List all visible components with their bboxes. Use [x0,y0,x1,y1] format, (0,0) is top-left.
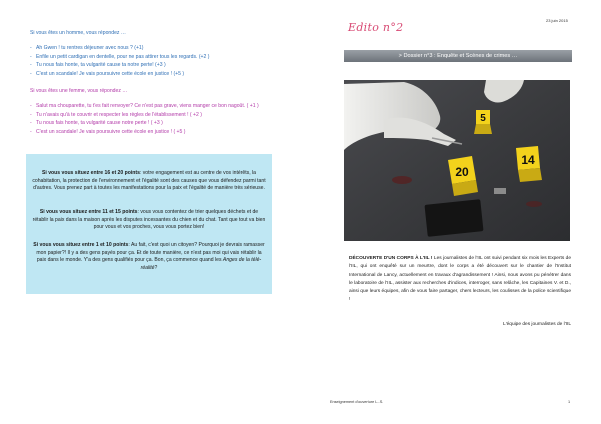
quiz-men-title: Si vous êtes un homme, vous répondez … [30,30,126,36]
article-signature: L'équipe des journalistes de l'IIL [503,322,571,327]
result-body: : vous vous contentez de trier quelques déchets et de rétablir la paix dans la maison après les disputes incessantes du chien et du chat. Tant que tout va bien pour vous et vos proches, vous vous portez bien! [32,209,266,231]
crime-scene-photo [344,80,570,241]
evidence-wallet [424,199,483,237]
evidence-marker-14 [516,146,542,182]
quiz-men-list [30,44,288,78]
stain [392,176,412,184]
quiz-men-answer: - Enfile un petit cardigan en dentelle, pour ne pas attirer tous les regards. (+2 ) [30,53,288,61]
crime-scene-illustration [344,80,570,241]
article-lead: DÉCOUVERTE D'UN CORPS À L'IIL ! [349,256,433,261]
page-number: 1 [568,400,571,404]
quiz-women-block [30,87,288,136]
result-italic-title: Anges de la télé-réalité [140,257,262,271]
quiz-women-answer: - C'est un scandale! Je vais poursuivre cette école en justice ! ( +5 ) [30,128,288,136]
quiz-women-answer: - Salut ma chouparette, tu t'es fait renvoyer? Ce n'est pas grave, viens manger ce bon nagoût. ( +1 ) [30,102,288,110]
result-lead: Si vous vous situez entre 11 et 15 points [39,209,138,215]
result-lead: Si vous vous situez entre 1 et 10 points [33,242,129,248]
stain [526,201,542,207]
quiz-men-answer: - Ah Gwen ! tu rentres déjeuner avec nous ? (+1) [30,44,288,52]
quiz-women-answer: - Tu n'avais qu'à te couvrir et respecter les règles de l'établissement ! ( +2 ) [30,111,288,119]
quiz-men-answer: - C'est un scandale! Je vais poursuivre cette école en justice ! (+5 ) [30,70,288,78]
quiz-women-answer: - Tu nous fais honte, ta vulgarité cause notre perte ! ( +3 ) [30,119,288,127]
evidence-marker-5 [474,110,492,134]
issue-date: 23 juin 2015 [546,18,568,23]
result-body: : Au fait, c'est quoi un citoyen? Pourquoi je devrais ramasser mon papier?! Il y a des gens payés pour ça. Et de toute manière, ce n'est pas moi qui vais rétablir la paix dans le monde. Y'a des gens qualifiés pour ça. Bon, ça commence quand les [36,242,265,264]
quiz-women-list [30,102,288,136]
result-16-20 [32,170,266,193]
dossier-banner: > Dossier n°3 : Enquête et Scènes de crimes … [344,50,572,62]
article-body: Les journalistes de l'IIL ont suivi pendant six mois les Experts de l'IIL, qui ont enquêté sur un meurtre, dont le corps a été découvert sur le chantier de l'Institut International de Lancy, actuellement en travaux d'agrandissement ! Ainsi, nous avons pu pénétrer dans le laboratoire de l'IIL, assister aux recherches d'indices, interroger, sans relâche, les Capitaines V. et D., ainsi que leurs équipes, afin de vous faire partager, chers lecteurs, les coulisses de la police scientifique ! [349,256,571,303]
quiz-men-block [30,29,288,78]
result-11-15 [32,209,266,232]
result-1-10 [32,242,266,272]
marker-label: 14 [521,153,535,167]
result-end: ? [154,264,158,271]
quiz-men-answer: - Tu nous fais honte, ta vulgarité cause ta notre perte! (+3 ) [30,61,288,69]
footer-course: Enseignement d'ouverture L.-S. [330,400,384,404]
article-text [349,255,571,305]
result-lead: Si vous vous situez entre 16 et 20 points [41,170,140,176]
evidence-object [494,188,506,194]
edito-title: Edito n°2 [348,21,404,34]
quiz-women-title: Si vous êtes une femme, vous répondez … [30,88,128,94]
marker-label: 20 [455,165,469,179]
result-body: : votre engagement est au centre de vos intérêts, la cohabitation, la protection de l'environnement et l'égalité sont des causes que vous défendez parmi tant d'autres. Vous prenez part à toutes les manifestations pour la paix et l'égalité de manière très sérieuse. [32,170,266,192]
marker-label: 5 [480,113,486,124]
